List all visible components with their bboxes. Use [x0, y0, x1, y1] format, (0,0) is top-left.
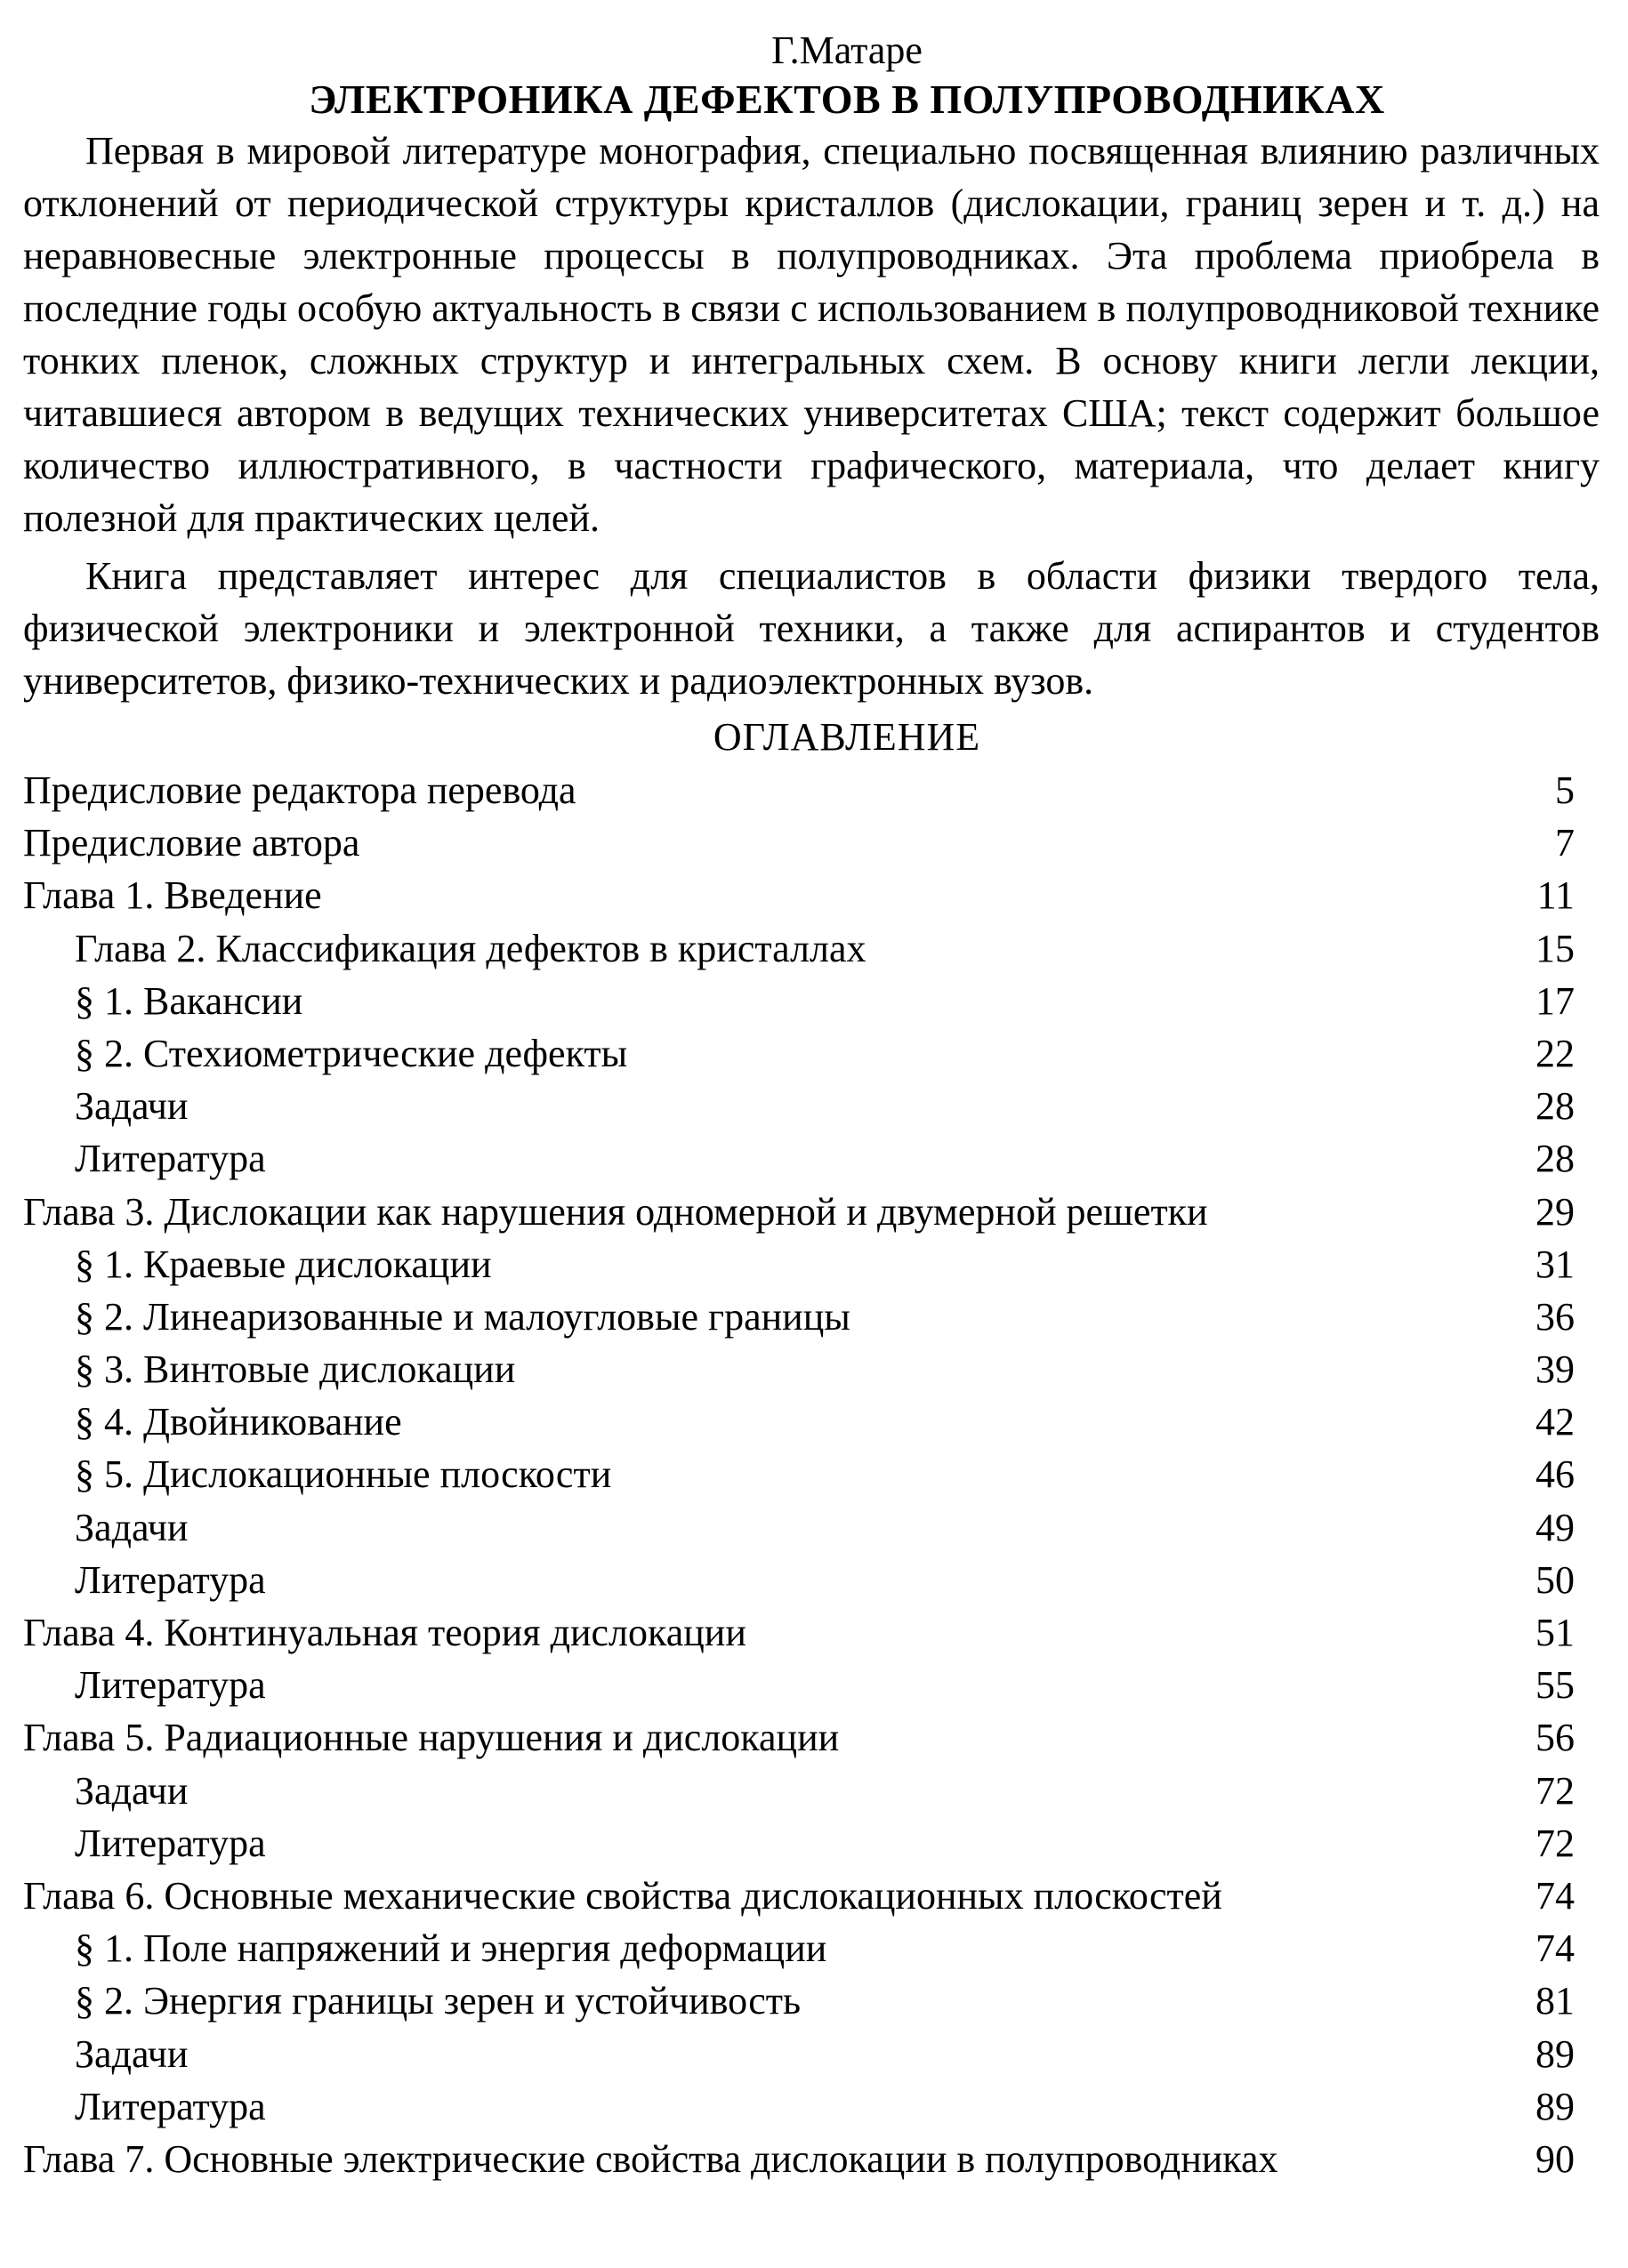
book-title: ЭЛЕКТРОНИКА ДЕФЕКТОВ В ПОЛУПРОВОДНИКАХ: [309, 76, 1385, 122]
toc-entry-page: 15: [1535, 926, 1575, 970]
toc-entry-label: Глава 4. Континуальная теория дислокации: [23, 1611, 746, 1654]
toc-entry: [23, 1291, 1600, 1343]
toc-entry: [23, 764, 1600, 816]
toc-heading: ОГЛАВЛЕНИЕ: [713, 715, 981, 759]
toc-entry-label: § 5. Дислокационные плоскости: [75, 1452, 612, 1497]
toc-entry: [23, 816, 1600, 869]
toc-entry-label: Предисловие редактора перевода: [23, 768, 576, 812]
toc-entry: [23, 1343, 1600, 1395]
toc-entry: [23, 1870, 1600, 1922]
toc-entry: [23, 1186, 1600, 1238]
toc-entry-page: 72: [1535, 1821, 1575, 1865]
toc-entry: [23, 2133, 1600, 2185]
toc-entry-page: 42: [1535, 1400, 1575, 1444]
toc-entry-page: 31: [1535, 1242, 1575, 1286]
toc-entry-page: 74: [1535, 1873, 1575, 1918]
toc-entry: [23, 2028, 1600, 2080]
toc-entry: [23, 1606, 1600, 1659]
toc-entry-page: 51: [1535, 1611, 1575, 1654]
toc-entry-label: Предисловие автора: [23, 821, 360, 865]
toc-entry: [23, 1711, 1600, 1764]
toc-entry-label: Задачи: [75, 1084, 189, 1129]
toc-entry-label: Глава 5. Радиационные нарушения и дислокации: [23, 1716, 840, 1760]
toc-entry-label: Глава 2. Классификация дефектов в кристаллах: [75, 926, 866, 970]
toc-entry: [23, 2080, 1600, 2133]
abstract-paragraph-1: Первая в мировой литературе монография, специально посвященная влиянию различных отклонений от периодической структуры кристаллов (дислокации, границ зерен и т. д.) на неравновесные электронные процессы в полупроводниках. Эта проблема приобрела в последние годы особую актуальность в связи с использованием в полупроводниковой технике тонких пленок, сложных структур и интегральных схем. В основу книги легли лекции, читавшиеся автором в ведущих технических университетах США; текст содержит большое количество иллюстративного, в частности графического, материала, что делает книгу полезной для практических целей.: [23, 129, 1600, 540]
toc-entry: [23, 1501, 1600, 1554]
toc-entry-page: 72: [1535, 1768, 1575, 1813]
toc-entry: [23, 1080, 1600, 1132]
abstract-paragraph-2: Книга представляет интерес для специалистов в области физики твердого тела, физической электроники и электронной техники, а также для аспирантов и студентов университетов, физико-технических и радиоэлектронных вузов.: [23, 554, 1600, 703]
toc-entry-label: Литература: [75, 1557, 266, 1602]
toc-entry-page: 17: [1535, 978, 1575, 1023]
toc-entry-label: Литература: [75, 2084, 266, 2128]
toc-entry-label: Литература: [75, 1137, 266, 1181]
toc-entry-label: Глава 7. Основные электрические свойства дислокации в полупроводниках: [23, 2136, 1278, 2181]
toc-entry-label: § 1. Поле напряжений и энергия деформации: [75, 1926, 827, 1971]
toc-entry-label: Задачи: [75, 2031, 189, 2076]
toc-entry: [23, 1448, 1600, 1500]
toc-entry-label: § 4. Двойникование: [75, 1400, 402, 1444]
toc-entry-label: Задачи: [75, 1505, 189, 1549]
toc-entry-page: 28: [1535, 1084, 1575, 1129]
toc-entry-label: § 2. Линеаризованные и малоугловые границы: [75, 1294, 850, 1339]
document-page: [23, 27, 1600, 2185]
toc-entry: [23, 1765, 1600, 1817]
toc-entry-page: 55: [1535, 1663, 1575, 1708]
toc-entry: [23, 922, 1600, 975]
toc-entry-page: 39: [1535, 1347, 1575, 1392]
toc-entry-page: 7: [1555, 821, 1575, 865]
toc-entry-page: 89: [1535, 2031, 1575, 2076]
toc-entry: [23, 1659, 1600, 1711]
toc-entry: [23, 1817, 1600, 1870]
toc-entry: [23, 1027, 1600, 1080]
toc-entry-label: § 1. Краевые дислокации: [75, 1242, 492, 1286]
toc-entry-page: 56: [1535, 1716, 1575, 1760]
toc-entry-label: Глава 3. Дислокации как нарушения одномерной и двумерной решетки: [23, 1189, 1208, 1234]
toc-entry-label: § 3. Винтовые дислокации: [75, 1347, 516, 1392]
toc-entry-label: Глава 1. Введение: [23, 873, 322, 918]
toc-entry-page: 90: [1535, 2136, 1575, 2181]
toc-entry-label: Задачи: [75, 1768, 189, 1813]
toc-entry: [23, 1974, 1600, 2027]
toc-entry: [23, 975, 1600, 1027]
toc-entry-page: 11: [1536, 873, 1575, 918]
toc-entry-page: 50: [1535, 1557, 1575, 1602]
table-of-contents: [23, 764, 1600, 2185]
toc-entry-page: 49: [1535, 1505, 1575, 1549]
toc-entry-label: Литература: [75, 1663, 266, 1708]
toc-entry-page: 29: [1535, 1189, 1575, 1234]
toc-entry: [23, 1132, 1600, 1185]
toc-entry-page: 28: [1535, 1137, 1575, 1181]
author-name: Г.Матаре: [771, 28, 923, 72]
toc-entry-label: § 1. Вакансии: [75, 978, 303, 1023]
toc-entry: [23, 1238, 1600, 1291]
toc-entry: [23, 1922, 1600, 1974]
toc-entry-page: 81: [1535, 1979, 1575, 2023]
toc-entry-label: § 2. Стехиометрические дефекты: [75, 1031, 628, 1075]
toc-entry-label: Глава 6. Основные механические свойства дислокационных плоскостей: [23, 1873, 1222, 1918]
toc-entry-page: 74: [1535, 1926, 1575, 1971]
toc-entry: [23, 1395, 1600, 1448]
toc-entry-label: Литература: [75, 1821, 266, 1865]
toc-entry: [23, 869, 1600, 921]
toc-entry-page: 5: [1555, 768, 1575, 812]
toc-entry-page: 46: [1535, 1452, 1575, 1497]
toc-entry-page: 36: [1535, 1294, 1575, 1339]
toc-entry: [23, 1554, 1600, 1606]
toc-entry-label: § 2. Энергия границы зерен и устойчивость: [75, 1979, 802, 2023]
toc-entry-page: 89: [1535, 2084, 1575, 2128]
toc-entry-page: 22: [1535, 1031, 1575, 1075]
